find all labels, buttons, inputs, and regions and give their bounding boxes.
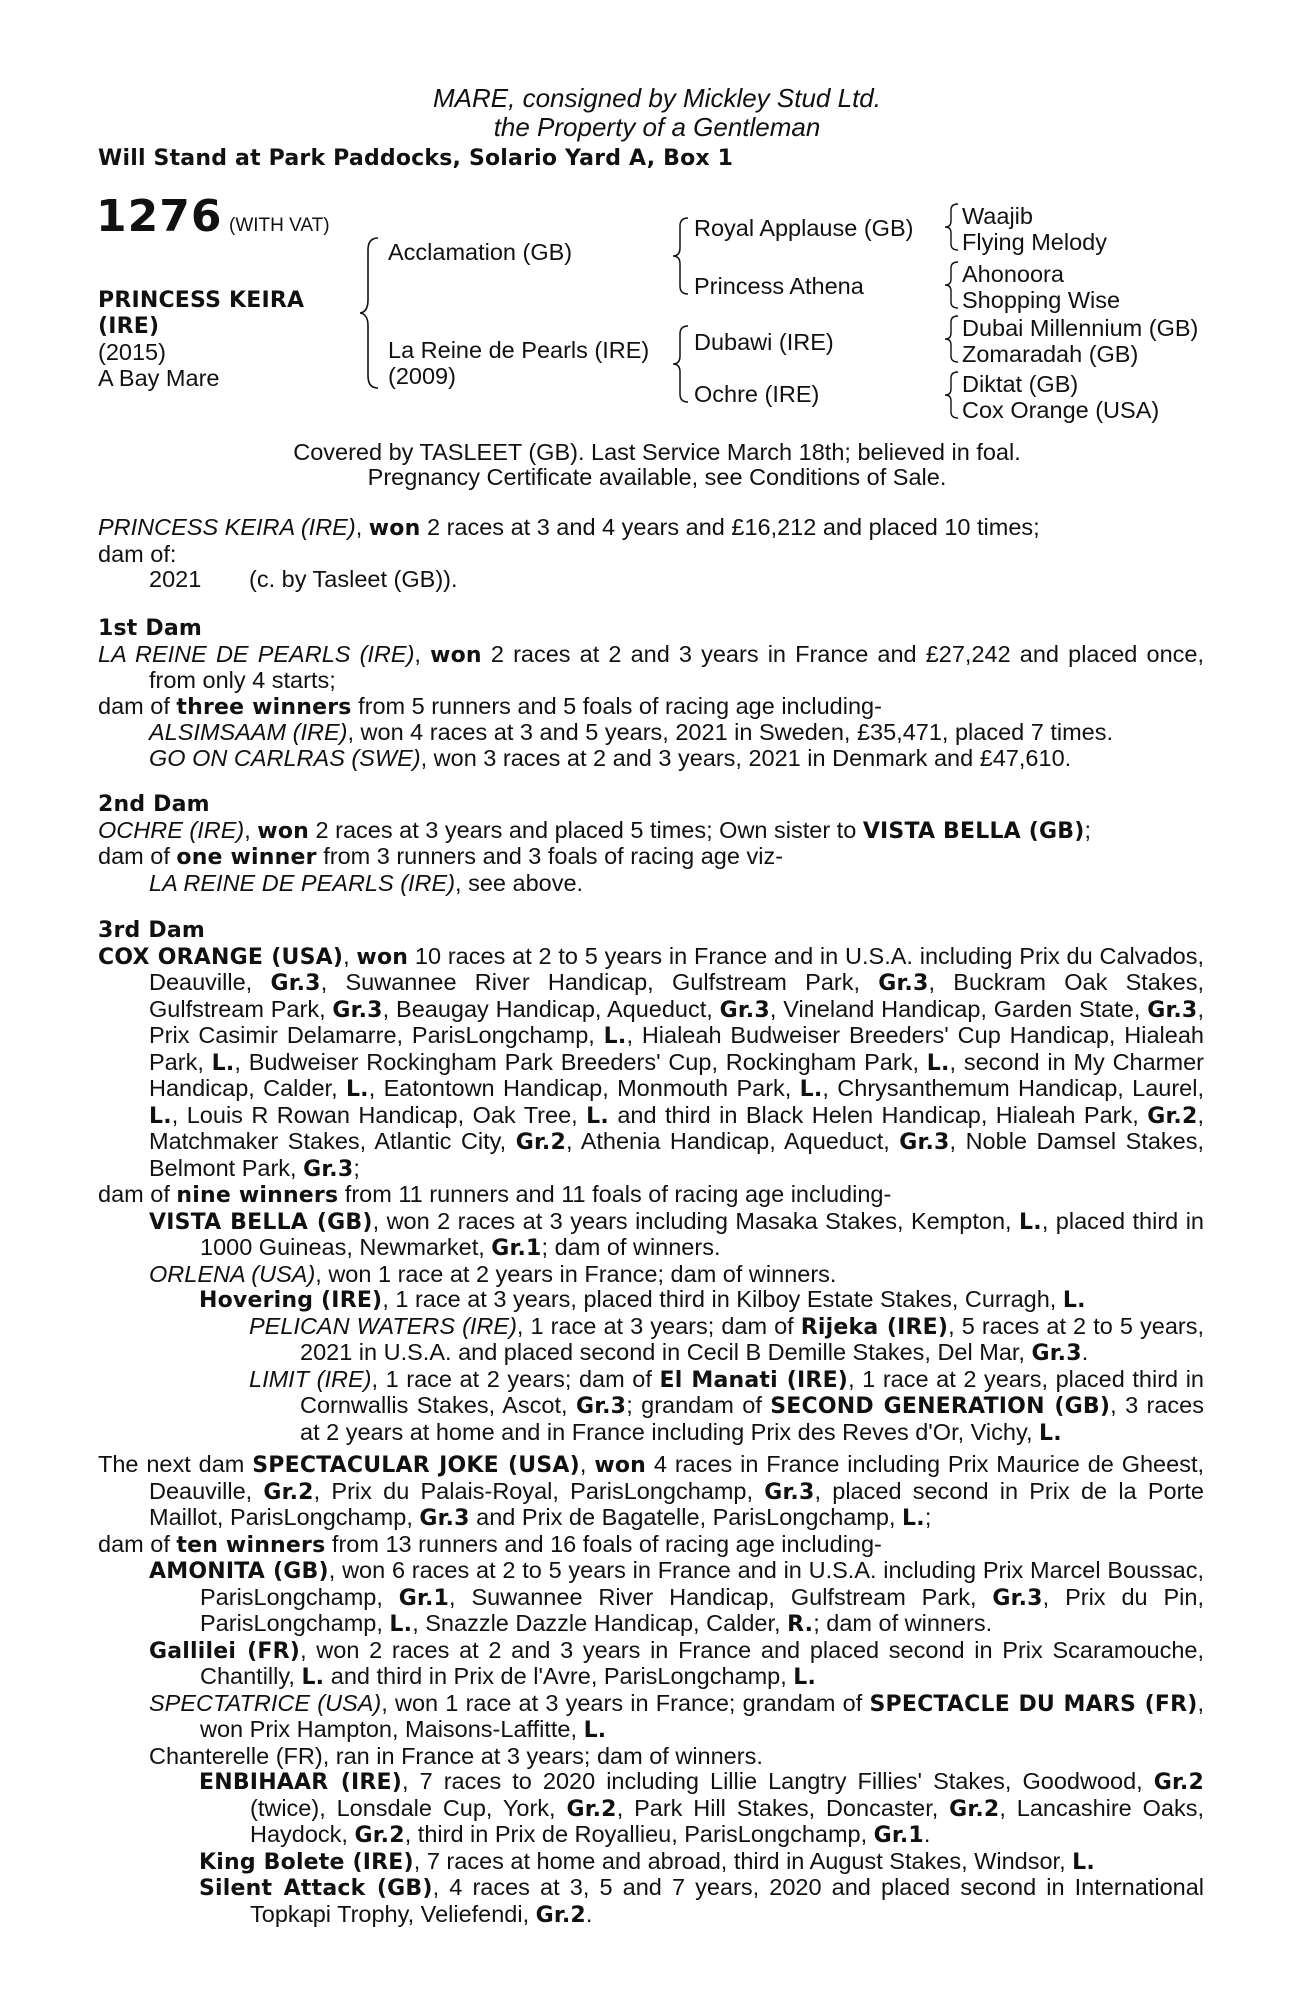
text-fragment: , Vineland Handicap, Garden State,	[769, 995, 1148, 1022]
next-dam-record: The next dam SPECTACULAR JOKE (USA), won 4 races in France including Prix Maurice de Gheest, Deauville, Gr.2, Prix du Palais-Royal, ParisLongchamp, Gr.3, placed second in Prix de la Porte Maillot, ParisLongchamp, Gr.3 and Prix de Bagatelle, ParisLongchamp, L.;	[98, 1451, 1205, 1531]
horse-description: A Bay Mare	[98, 365, 220, 391]
next-offspring-gallilei	[98, 1638, 1204, 1691]
dam3-grand-limit	[98, 1367, 1204, 1447]
text-fragment: Gr.1	[873, 1823, 924, 1848]
text-fragment: , 1 race at 3 years; dam of	[516, 1312, 801, 1339]
dam3-name: COX ORANGE (USA)	[98, 944, 344, 970]
dam2-name: OCHRE (IRE)	[98, 816, 245, 843]
text-fragment: Gallilei (FR)	[149, 1638, 301, 1664]
text-fragment: Gr.3	[764, 1479, 815, 1505]
text-fragment: LIMIT (IRE)	[249, 1365, 372, 1392]
produce-section: PRINCESS KEIRA (IRE), won 2 races at 3 and 4 years and £16,212 and placed 10 times; dam of: 2021 (c. by Tasleet (GB)).	[98, 515, 1204, 593]
next-offspring-chanterelle: Chanterelle (FR), ran in France at 3 years; dam of winners.	[149, 1742, 763, 1769]
text-fragment: , won 6 races at 2 to 5 years in France and in U.S.A. including Prix Marcel Boussac, ParisLongchamp,	[200, 1557, 1204, 1610]
dam2-text: 2 races at 3 years and placed 5 times; Own sister to	[309, 816, 863, 843]
next-offspring-spectatrice	[98, 1691, 1204, 1744]
text-fragment: AMONITA (GB)	[149, 1559, 329, 1584]
pedigree-dsd: Zomaradah (GB)	[962, 341, 1139, 367]
text-fragment: L.	[793, 1665, 817, 1690]
text-fragment: Gr.3	[719, 997, 770, 1023]
text-fragment: L.	[345, 1077, 369, 1102]
text-fragment: L.	[926, 1050, 950, 1076]
dam3-grand-hovering	[98, 1287, 1204, 1314]
text-fragment: , 1 race at 3 years, placed third in Kilboy Estate Stakes, Curragh,	[382, 1286, 1063, 1312]
text-fragment: Gr.2	[1153, 1770, 1204, 1795]
text-fragment: ;	[353, 1154, 360, 1181]
covered-line2: Pregnancy Certificate available, see Conditions of Sale.	[367, 464, 947, 490]
text-fragment: , third in Prix de Royallieu, ParisLongchamp,	[404, 1821, 874, 1847]
text-fragment: L.	[1019, 1209, 1042, 1235]
pedigree-dds: Diktat (GB)	[962, 371, 1079, 397]
text-fragment: Gr.3	[575, 1394, 627, 1419]
text-fragment: Gr.3	[878, 971, 929, 996]
dam3-offspring-orlena	[98, 1262, 1204, 1288]
dam1-offspring1-name: ALSIMSAAM (IRE)	[149, 719, 348, 745]
next-dam-section	[98, 1452, 1204, 1928]
pedigree-brace-sire	[672, 216, 694, 296]
dam3-grand-pelican	[98, 1314, 1204, 1367]
produce-year: 2021	[149, 566, 202, 592]
pedigree-brace-dd	[944, 370, 962, 420]
dam1-offspring1-text: , won 4 races at 3 and 5 years, 2021 in Sweden, £35,471, placed 7 times.	[347, 719, 1114, 745]
text-fragment: , won 2 races at 2 and 3 years in France and placed second in Prix Scaramouche, Chantilly,	[200, 1636, 1205, 1689]
text-fragment: , Suwannee River Handicap, Gulfstream Park,	[449, 1583, 993, 1610]
text-fragment: , Budweiser Rockingham Park Breeders' Cup, Rockingham Park,	[234, 1048, 927, 1075]
text-fragment: , 7 races at home and abroad, third in August Stakes, Windsor,	[413, 1847, 1073, 1874]
text-fragment: ; dam of winners.	[813, 1610, 993, 1636]
dam1-damof-a: dam of	[98, 692, 177, 719]
text-fragment: Gr.2	[535, 1902, 586, 1928]
text-fragment: , Suwannee River Handicap, Gulfstream Park,	[320, 969, 879, 995]
text-fragment: The next dam	[98, 1451, 253, 1477]
pedigree-sdd: Shopping Wise	[962, 287, 1121, 313]
horse-name-line1: PRINCESS KEIRA	[98, 288, 305, 313]
pedigree-dam-year: (2009)	[388, 363, 456, 389]
text-fragment: , Lancashire Oaks, Haydock,	[250, 1794, 1204, 1847]
text-fragment: , 5 races at 2 to 5 years, 2021 in U.S.A. and placed second in Cecil B Demille Stakes, Del Mar,	[300, 1312, 1205, 1365]
text-fragment: Gr.3	[899, 1130, 950, 1155]
text-fragment: SPECTACLE DU MARS (FR)	[869, 1691, 1198, 1717]
text-fragment: Gr.3	[419, 1506, 470, 1531]
text-fragment: ORLENA (USA)	[149, 1260, 316, 1287]
next-grand-king-bolete	[98, 1849, 1204, 1876]
pedigree-brace-main	[360, 236, 390, 390]
text-fragment: , 3 races at 2 years at home and in France including Prix des Reves d'Or, Vichy,	[300, 1392, 1204, 1445]
dam1-damof-c: from 5 runners and 5 foals of racing age including-	[351, 692, 882, 719]
dam1-damof-b: three winners	[176, 694, 352, 720]
text-fragment: , placed third in 1000 Guineas, Newmarket,	[200, 1207, 1204, 1260]
text-fragment: dam of	[98, 1530, 177, 1557]
dam2-damof-c: from 3 runners and 3 foals of racing age viz-	[316, 843, 784, 869]
text-fragment: dam of	[98, 1181, 177, 1207]
pedigree-sss: Waajib	[962, 203, 1033, 229]
dam1-text: 2 races at 2 and 3 years in France and £27,242 and placed once, from only 4 starts;	[149, 640, 1204, 693]
produce-won: won	[368, 516, 421, 541]
text-fragment: .	[923, 1821, 931, 1847]
text-fragment: , Prix du Pin, ParisLongchamp,	[200, 1583, 1204, 1636]
header-location: Will Stand at Park Paddocks, Solario Yard A, Box 1	[98, 146, 734, 171]
text-fragment: , Noble Damsel Stakes, Belmont Park,	[149, 1128, 1205, 1181]
text-fragment: Gr.1	[398, 1585, 450, 1611]
text-fragment: , 1 race at 2 years, placed third in Cornwallis Stakes, Ascot,	[300, 1365, 1204, 1418]
text-fragment: L.	[603, 1024, 627, 1049]
text-fragment: ; dam of winners.	[541, 1234, 721, 1260]
pedigree-dam: La Reine de Pearls (IRE)	[388, 337, 650, 363]
text-fragment: L.	[583, 1718, 607, 1743]
dam1-offspring2-text: , won 3 races at 2 and 3 years, 2021 in Denmark and £47,610.	[420, 744, 1072, 771]
text-fragment: , won 1 race at 2 years in France; dam of winners.	[315, 1260, 837, 1287]
text-fragment: Hovering (IRE)	[199, 1288, 383, 1313]
text-fragment: , Hialeah Budweiser Breeders' Cup Handicap, Hialeah Park,	[149, 1022, 1204, 1075]
text-fragment: , Matchmaker Stakes, Atlantic City,	[149, 1101, 1204, 1154]
text-fragment: won	[594, 1453, 647, 1478]
lot-vat: (WITH VAT)	[229, 215, 330, 236]
text-fragment: .	[585, 1900, 593, 1927]
dam3-heading: 3rd Dam	[98, 918, 205, 943]
pedigree-brace-ds	[944, 314, 962, 364]
dam2-won: won	[257, 818, 309, 844]
text-fragment: L.	[1072, 1849, 1095, 1875]
text-fragment: L.	[799, 1077, 823, 1102]
dam3-record: COX ORANGE (USA), won 10 races at 2 to 5 years in France and in U.S.A. including Prix du Calvados, Deauville, Gr.3, Suwannee River Handicap, Gulfstream Park, Gr.3, Buckram Oak Stakes, Gulfstream Park, Gr.3, Beaugay Handicap, Aqueduct, Gr.3, Vineland Handicap, Garden State, Gr.3, Prix Casimir Delamarre, ParisLongchamp, L., Hialeah Budweiser Breeders' Cup Handicap, Hialeah Park, L., Budweiser Rockingham Park Breeders' Cup, Rockingham Park, L., second in My Charmer Handicap, Calder, L., Eatontown Handicap, Monmouth Park, L., Chrysanthemum Handicap, Laurel, L., Louis R Rowan Handicap, Oak Tree, L. and third in Black Helen Handicap, Hialeah Park, Gr.2, Matchmaker Stakes, Atlantic City, Gr.2, Athenia Handicap, Aqueduct, Gr.3, Noble Damsel Stakes, Belmont Park, Gr.3;	[98, 942, 1205, 1182]
text-fragment: Gr.2	[263, 1479, 314, 1505]
text-fragment: 10 races at 2 to 5 years in France and in U.S.A. including Prix du Calvados, Deauville,	[149, 942, 1204, 995]
text-fragment: Gr.3	[1147, 997, 1198, 1023]
text-fragment: L.	[389, 1612, 413, 1637]
text-fragment: Gr.2	[1147, 1103, 1198, 1129]
pedigree-dd: Ochre (IRE)	[694, 381, 820, 407]
text-fragment: , Beaugay Handicap, Aqueduct,	[382, 995, 720, 1022]
produce-dam-of: dam of:	[98, 540, 177, 567]
lot-number-block	[96, 191, 330, 242]
dam1-offspring2-name: GO ON CARLRAS (SWE)	[149, 744, 421, 771]
text-fragment: L.	[902, 1506, 925, 1531]
text-fragment: Silent Attack (GB)	[199, 1876, 433, 1901]
dam1-section: 1st Dam LA REINE DE PEARLS (IRE), won 2 races at 2 and 3 years in France and £27,242 and placed once, from only 4 starts; dam of three winners from 5 runners and 5 foals of racing age including- ALSIMSAAM (IRE), won 4 races at 3 and 5 years, 2021 in Sweden, £35,471, placed 7 times. GO ON CARLRAS (SWE), won 3 races at 2 and 3 years, 2021 in Denmark and £47,610.	[98, 616, 1204, 771]
text-fragment: ; grandam of	[626, 1392, 771, 1418]
dam2-sister: VISTA BELLA (GB)	[862, 818, 1085, 844]
text-fragment: SECOND GENERATION (GB)	[770, 1394, 1111, 1419]
dam3-offspring-vista-bella	[98, 1209, 1204, 1262]
text-fragment: and third in Black Helen Handicap, Hialeah Park,	[608, 1101, 1148, 1128]
dam2-offspring1-text: , see above.	[455, 869, 584, 896]
text-fragment: VISTA BELLA (GB)	[149, 1209, 373, 1235]
text-fragment: L.	[1039, 1420, 1062, 1446]
text-fragment: , won Prix Hampton, Maisons-Laffitte,	[200, 1689, 1205, 1742]
text-fragment: , Prix Casimir Delamarre, ParisLongchamp,	[149, 995, 1204, 1048]
lot-number: 1276	[96, 191, 223, 242]
text-fragment: , Athenia Handicap, Aqueduct,	[565, 1128, 900, 1154]
dam2-offspring1-name: LA REINE DE PEARLS (IRE)	[149, 869, 456, 896]
text-fragment: L.	[586, 1103, 609, 1129]
text-fragment: Rijeka (IRE)	[800, 1314, 949, 1340]
dam2-heading: 2nd Dam	[98, 792, 210, 817]
produce-foal: (c. by Tasleet (GB)).	[249, 566, 458, 592]
pedigree-sd: Princess Athena	[694, 273, 864, 299]
text-fragment: and third in Prix de l'Avre, ParisLongchamp,	[324, 1663, 794, 1689]
next-offspring-amonita	[98, 1558, 1204, 1638]
pedigree-ss: Royal Applause (GB)	[694, 215, 914, 241]
text-fragment: .	[1081, 1339, 1089, 1365]
pedigree-brace-ss	[944, 202, 962, 252]
text-fragment: , Buckram Oak Stakes, Gulfstream Park,	[149, 969, 1204, 1022]
text-fragment: ;	[924, 1504, 932, 1530]
horse-name-line2: (IRE)	[98, 314, 160, 339]
next-grand-enbihaar	[98, 1769, 1204, 1849]
text-fragment: L.	[149, 1103, 172, 1129]
text-fragment: Gr.3	[992, 1585, 1043, 1611]
text-fragment: , Snazzle Dazzle Handicap, Calder,	[412, 1610, 788, 1636]
text-fragment: Gr.2	[515, 1130, 566, 1155]
pedigree-sire: Acclamation (GB)	[388, 239, 573, 265]
produce-text: 2 races at 3 and 4 years and £16,212 and placed 10 times;	[420, 514, 1040, 540]
header-property: the Property of a Gentleman	[493, 112, 821, 142]
text-fragment: , 4 races at 3, 5 and 7 years, 2020 and placed second in International Topkapi Trophy, Veliefendi,	[250, 1874, 1204, 1927]
text-fragment: L.	[301, 1665, 325, 1690]
text-fragment: L.	[1062, 1288, 1086, 1313]
pedigree-ds: Dubawi (IRE)	[694, 329, 834, 355]
header-consignor: MARE, consigned by Mickley Stud Ltd.	[433, 83, 881, 113]
text-fragment: Gr.2	[949, 1796, 1000, 1822]
pedigree-ssd: Flying Melody	[962, 229, 1107, 255]
text-fragment: Gr.3	[270, 971, 321, 996]
text-fragment: Gr.2	[354, 1823, 405, 1848]
text-fragment: , Park Hill Stakes, Doncaster,	[616, 1794, 950, 1821]
text-fragment: , won 1 race at 3 years in France; grandam of	[381, 1689, 870, 1716]
text-fragment: PELICAN WATERS (IRE)	[249, 1312, 517, 1339]
text-fragment: , placed second in Prix de la Porte Maillot, ParisLongchamp,	[149, 1477, 1204, 1530]
text-fragment: Gr.3	[332, 997, 383, 1023]
horse-year: (2015)	[98, 339, 166, 365]
text-fragment: 4 races in France including Prix Maurice de Gheest, Deauville,	[149, 1451, 1205, 1504]
dam2-damof-a: dam of	[98, 843, 177, 869]
next-grand-silent-attack	[98, 1875, 1204, 1928]
text-fragment: (twice), Lonsdale Cup, York,	[250, 1794, 567, 1821]
pedigree-dss: Dubai Millennium (GB)	[962, 315, 1199, 341]
text-fragment: , 1 race at 2 years; dam of	[371, 1365, 660, 1392]
text-fragment: Gr.2	[566, 1796, 617, 1822]
text-fragment: , Louis R Rowan Handicap, Oak Tree,	[171, 1101, 587, 1128]
dam2-section: 2nd Dam OCHRE (IRE), won 2 races at 3 years and placed 5 times; Own sister to VISTA BELLA (GB); dam of one winner from 3 runners and 3 foals of racing age viz- LA REINE DE PEARLS (IRE), see above.	[98, 792, 1204, 896]
next-dam-name: SPECTACULAR JOKE (USA)	[252, 1453, 580, 1478]
dam2-semi: ;	[1084, 816, 1092, 843]
dam1-won: won	[430, 642, 482, 668]
pedigree-ddd: Cox Orange (USA)	[962, 397, 1160, 423]
next-dam-damof-count: ten winners	[176, 1532, 326, 1558]
text-fragment: ENBIHAAR (IRE)	[199, 1770, 403, 1795]
text-fragment: Gr.1	[491, 1236, 542, 1261]
text-fragment: L.	[211, 1050, 235, 1076]
text-fragment: Gr.3	[303, 1156, 354, 1182]
text-fragment: from 13 runners and 16 foals of racing age including-	[325, 1530, 882, 1557]
text-fragment: R.	[787, 1612, 814, 1637]
text-fragment: , Prix du Palais-Royal, ParisLongchamp,	[313, 1477, 765, 1504]
text-fragment: Gr.3	[1031, 1341, 1082, 1366]
covered-line1: Covered by TASLEET (GB). Last Service March 18th; believed in foal.	[293, 439, 1021, 465]
dam1-heading: 1st Dam	[98, 616, 203, 641]
text-fragment: SPECTATRICE (USA)	[149, 1689, 382, 1716]
pedigree-brace-dam	[672, 324, 694, 404]
text-fragment: , second in My Charmer Handicap, Calder,	[149, 1048, 1204, 1101]
dam1-name: LA REINE DE PEARLS (IRE)	[98, 640, 415, 667]
text-fragment: , won 2 races at 3 years including Masaka Stakes, Kempton,	[372, 1207, 1020, 1234]
text-fragment: , Eatontown Handicap, Monmouth Park,	[368, 1075, 800, 1101]
text-fragment: El Manati (IRE)	[659, 1367, 849, 1393]
text-fragment: King Bolete (IRE)	[199, 1849, 414, 1875]
text-fragment: from 11 runners and 11 foals of racing age including-	[338, 1181, 892, 1207]
text-fragment: , 7 races to 2020 including Lillie Langtry Fillies' Stakes, Goodwood,	[402, 1768, 1154, 1794]
text-fragment: , Chrysanthemum Handicap, Laurel,	[822, 1075, 1205, 1101]
text-fragment: and Prix de Bagatelle, ParisLongchamp,	[469, 1504, 903, 1530]
dam3-won: won	[356, 944, 409, 970]
dam2-damof-b: one winner	[176, 845, 317, 870]
pedigree-brace-sd	[944, 260, 962, 310]
dam3-damof-count: nine winners	[176, 1183, 339, 1208]
dam3-section	[98, 918, 1204, 1446]
produce-name: PRINCESS KEIRA (IRE)	[98, 514, 356, 540]
pedigree-sds: Ahonoora	[962, 261, 1064, 287]
